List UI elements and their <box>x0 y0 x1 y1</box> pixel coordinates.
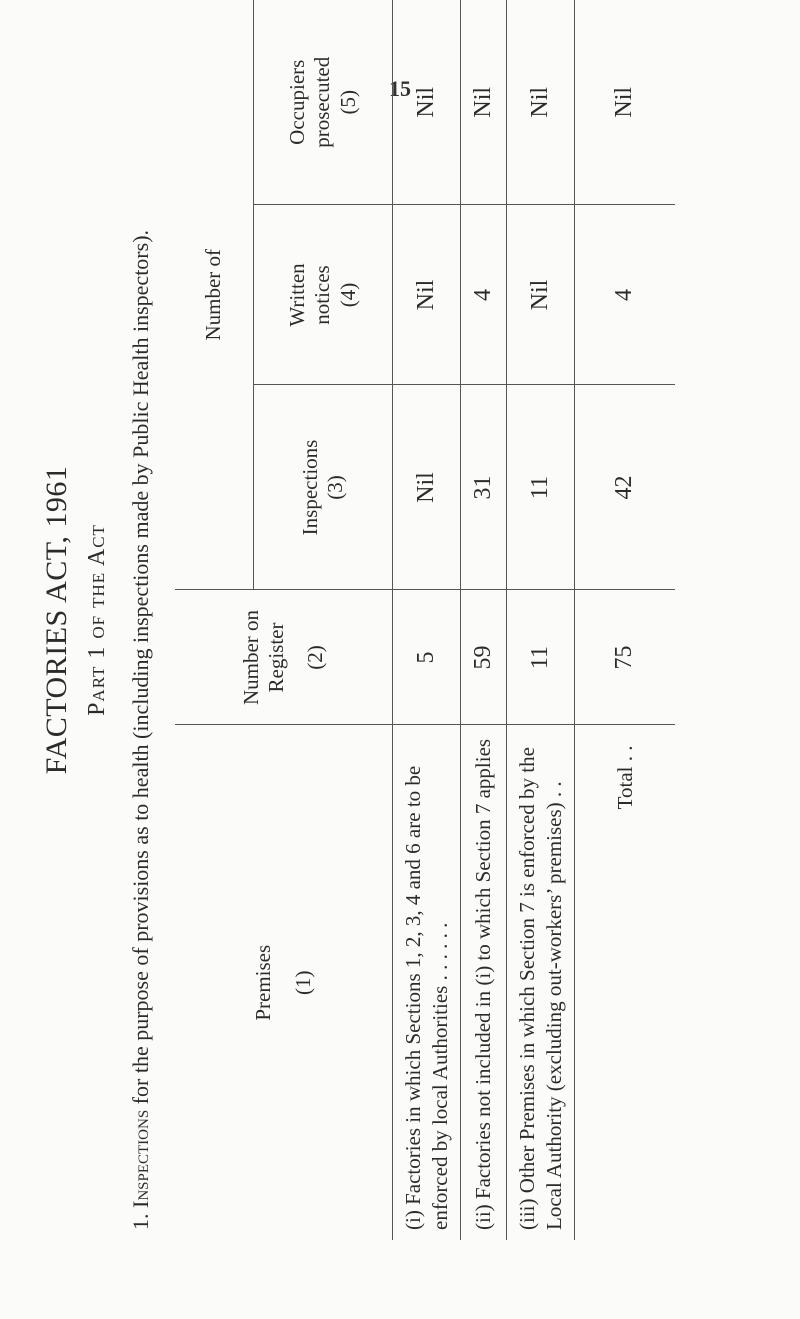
document-heading: FACTORIES ACT, 1961 <box>40 465 73 775</box>
notices-header-label: Written notices <box>285 263 335 327</box>
page-number: 15 <box>389 76 411 101</box>
prosecuted-header-num: (5) <box>335 90 360 115</box>
table-row <box>461 0 507 1240</box>
inspections-header-num: (3) <box>323 475 347 500</box>
table-row <box>507 0 575 1240</box>
caption-first-word: Inspections <box>128 1109 153 1208</box>
premises-header-num: (1) <box>290 970 315 995</box>
notices-cell: 4 <box>461 205 507 385</box>
inspections-header <box>254 385 393 590</box>
register-header-num: (2) <box>303 645 328 670</box>
register-cell: 5 <box>393 590 461 725</box>
table-header-row-1 <box>175 0 254 1240</box>
inspections-cell-total: 42 <box>575 385 675 590</box>
premises-header <box>175 725 393 1240</box>
caption-text: for the purpose of provisions as to health (including inspections made by Public Health inspectors). <box>128 229 153 1110</box>
prosecuted-cell-total: Nil <box>575 0 675 205</box>
prosecuted-header-label: Occupiers prosecuted <box>285 56 335 148</box>
notices-cell-total: 4 <box>575 205 675 385</box>
register-cell: 59 <box>461 590 507 725</box>
register-cell-total: 75 <box>575 590 675 725</box>
table-row <box>393 0 461 1240</box>
notices-cell: Nil <box>393 205 461 385</box>
premises-cell: (i) Factories in which Sections 1, 2, 3, 4 and 6 are to be enforced by local Authorities . . . . . . <box>393 725 461 1240</box>
notices-header-num: (4) <box>335 282 360 308</box>
premises-cell: (iii) Other Premises in which Section 7 is enforced by the Local Authority (excluding out-workers’ premises) . . <box>507 725 575 1240</box>
caption-number: 1. <box>128 1213 153 1230</box>
prosecuted-cell: Nil <box>461 0 507 205</box>
register-header-label: Number on Register <box>238 609 288 706</box>
inspections-header-label: Inspections <box>297 439 322 536</box>
table-caption <box>128 0 154 1230</box>
prosecuted-cell: Nil <box>393 0 461 205</box>
document-subheading: Part 1 of the Act <box>84 524 110 716</box>
table-row-total <box>575 0 675 1240</box>
inspections-table <box>175 0 675 1240</box>
notices-cell: Nil <box>507 205 575 385</box>
prosecuted-header <box>254 0 393 205</box>
inspections-cell: 11 <box>507 385 575 590</box>
premises-cell-total: Total . . <box>575 725 675 1240</box>
notices-header <box>254 205 393 385</box>
register-header <box>175 590 393 725</box>
premises-cell: (ii) Factories not included in (i) to which Section 7 applies <box>461 725 507 1240</box>
premises-header-label: Premises <box>251 944 276 1021</box>
prosecuted-cell: Nil <box>507 0 575 205</box>
inspections-cell: 31 <box>461 385 507 590</box>
register-cell: 11 <box>507 590 575 725</box>
number-of-group-header: Number of <box>175 0 254 590</box>
inspections-cell: Nil <box>393 385 461 590</box>
